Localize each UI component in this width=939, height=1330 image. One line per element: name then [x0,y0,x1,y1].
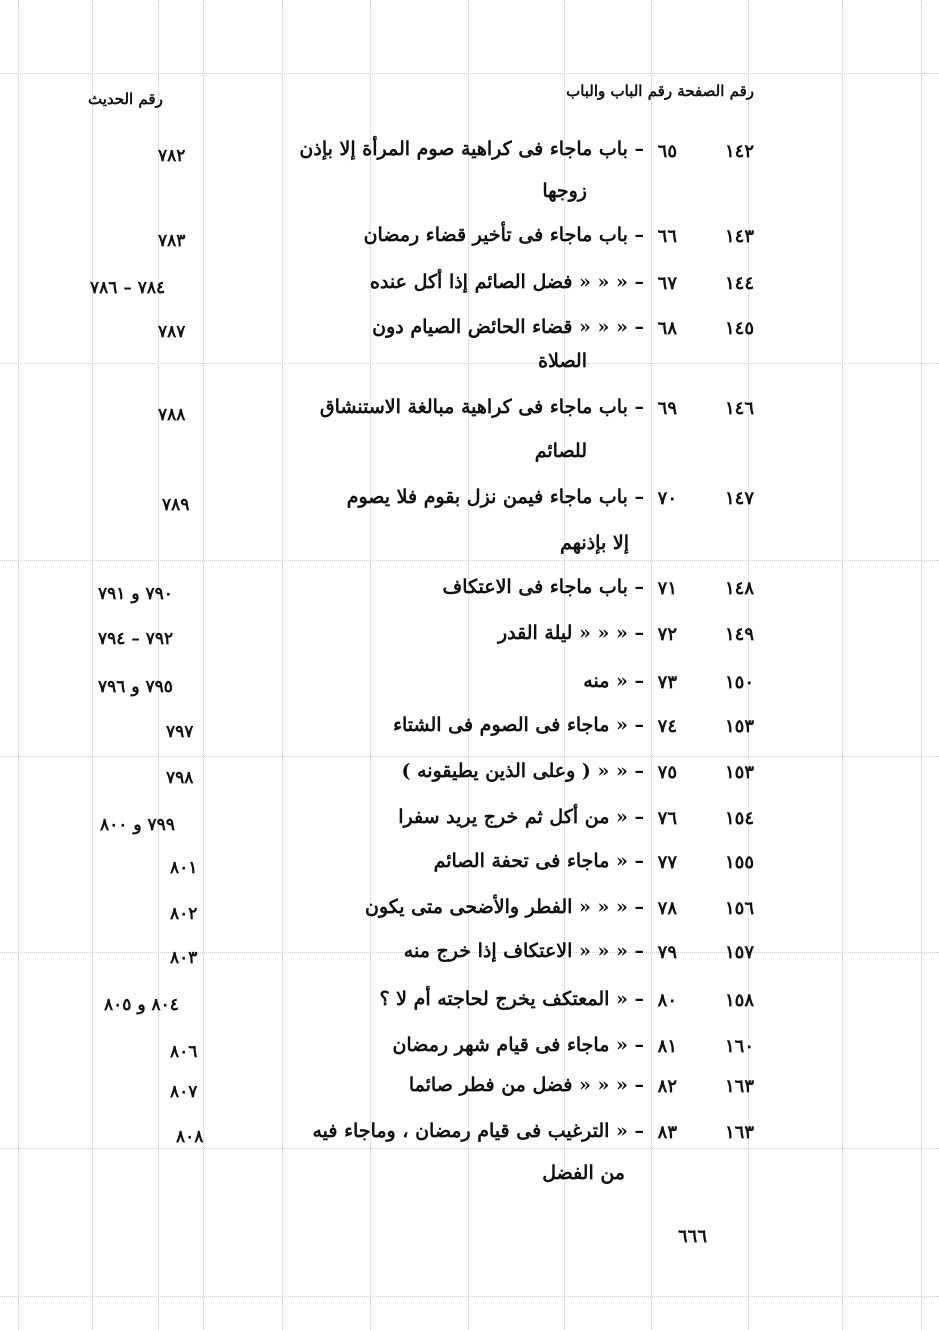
bab-number-cell: ٨٣ [657,1122,677,1143]
hadith-ref: ٧٩٩ و ٨٠٠ [100,815,175,835]
bab-title: – « ماجاء فى الصوم فى الشتاء [393,714,644,736]
hadith-ref: ٨٠٢ [170,904,198,924]
bab-title: – « « « الاعتكاف إذا خرج منه [403,940,644,962]
bab-number-cell: ٧٤ [657,716,677,737]
bab-number-cell: ٧١ [657,578,677,599]
hadith-ref: ٧٨٧ [158,322,186,342]
bab-title: – « المعتكف يخرج لحاجته أم لا ؟ [379,988,644,1010]
hadith-ref: ٧٨٣ [158,231,186,251]
guide-line [18,0,19,1330]
guide-line [0,363,939,364]
guide-line [842,0,843,1330]
bab-title-continuation: من الفضل [542,1162,625,1184]
hadith-ref: ٧٨٤ – ٧٨٦ [90,278,166,298]
hadith-ref: ٧٩٠ و ٧٩١ [98,584,173,604]
page-number-cell: ١٥٣ [724,716,754,737]
bab-title: – « « ( وعلى الذين يطيقونه ) [401,760,644,782]
bab-title: – باب ماجاء فى كراهية صوم المرأة إلا بإذن [299,138,644,160]
page-number-cell: ١٥٣ [724,762,754,783]
page-number-cell: ١٥٧ [724,942,754,963]
bab-number-cell: ٦٨ [657,318,677,339]
guide-line [0,756,939,757]
header-hadith-number-label: رقم الحديث [88,90,163,108]
hadith-ref: ٨٠٣ [170,948,198,968]
bab-number-cell: ٨٠ [657,990,677,1011]
page-number-cell: ١٤٩ [724,624,754,645]
bab-number-cell: ٦٦ [657,226,677,247]
page-number-cell: ١٤٨ [724,578,754,599]
page-number-cell: ١٤٤ [724,273,754,294]
guide-line [921,0,922,1330]
page-number-cell: ١٤٢ [724,141,754,162]
bab-number-cell: ٦٩ [657,398,677,419]
guide-line [158,0,159,1330]
bab-number-cell: ٧٨ [657,898,677,919]
bab-title: – « « « فضل الصائم إذا أكل عنده [370,271,644,293]
bab-title: – « « « قضاء الحائض الصيام دون [372,316,644,338]
bab-title: – باب ماجاء فى كراهية مبالغة الاستنشاق [319,396,644,418]
page-number-cell: ١٥٦ [724,898,754,919]
bab-number-cell: ٧٥ [657,762,677,783]
hadith-ref: ٨٠٧ [170,1082,198,1102]
hadith-ref: ٨٠٤ و ٨٠٥ [104,995,179,1015]
hadith-ref: ٧٨٨ [158,405,186,425]
bab-number-cell: ٦٧ [657,273,677,294]
guide-line [0,560,939,561]
page-number-cell: ١٥٠ [724,672,754,693]
hadith-ref: ٨٠٨ [176,1127,204,1147]
page-number-cell: ١٦٣ [724,1076,754,1097]
hadith-ref: ٧٩٧ [166,722,194,742]
bab-number-cell: ٨١ [657,1036,677,1057]
header-columns-label: رقم الصفحة رقم الباب والباب [566,82,754,100]
page-number-cell: ١٤٣ [724,226,754,247]
bab-number-cell: ٧٦ [657,808,677,829]
hadith-ref: ٧٨٢ [158,146,186,166]
hadith-ref: ٧٩٢ – ٧٩٤ [98,629,174,649]
hadith-ref: ٧٩٥ و ٧٩٦ [98,677,173,697]
bab-title: – باب ماجاء فى تأخير قضاء رمضان [363,224,644,246]
hadith-ref: ٧٨٩ [162,495,190,515]
page-number-cell: ١٤٦ [724,398,754,419]
page-number-cell: ١٤٧ [724,488,754,509]
bab-title-continuation: للصائم [534,440,587,462]
page-number: ٦٦٦ [677,1226,707,1247]
hadith-ref: ٨٠١ [170,858,198,878]
bab-number-cell: ٦٥ [657,141,677,162]
page-number-cell: ١٥٤ [724,808,754,829]
page-number-cell: ١٤٥ [724,318,754,339]
bab-title: – « الترغيب فى قيام رمضان ، وماجاء فيه [312,1120,644,1142]
page-number-cell: ١٥٥ [724,852,754,873]
page-number-cell: ١٦٠ [724,1036,754,1057]
guide-line [282,0,283,1330]
hadith-ref: ٧٩٨ [166,768,194,788]
bab-number-cell: ٨٢ [657,1076,677,1097]
bab-title: – « ماجاء فى قيام شهر رمضان [392,1034,644,1056]
bab-title: – « من أكل ثم خرج يريد سفرا [398,806,644,828]
bab-title: – « « « فضل من فطر صائما [408,1074,644,1096]
bab-title: – باب ماجاء فى الاعتكاف [442,576,644,598]
guide-line [0,73,939,74]
bab-number-cell: ٧٢ [657,624,677,645]
bab-title-continuation: الصلاة [538,350,587,372]
bab-number-cell: ٧٣ [657,672,677,693]
bab-title: – « « « الفطر والأضحى متى يكون [365,896,644,918]
guide-line [0,1148,939,1149]
guide-line [651,0,652,1330]
bab-title: – « منه [583,670,644,692]
bab-title: – « ماجاء فى تحفة الصائم [433,850,644,872]
bab-title-continuation: إلا بإذنهم [560,532,629,554]
hadith-ref: ٨٠٦ [170,1042,198,1062]
page-number-cell: ١٥٨ [724,990,754,1011]
bab-title: – « « « ليلة القدر [497,622,644,644]
page-number-cell: ١٦٣ [724,1122,754,1143]
bab-number-cell: ٧٧ [657,852,677,873]
guide-line [92,0,93,1330]
bab-number-cell: ٧٠ [657,488,677,509]
bab-title-continuation: زوجها [542,180,587,202]
bab-title: – باب ماجاء فيمن نزل بقوم فلا يصوم [346,486,644,508]
bab-number-cell: ٧٩ [657,942,677,963]
guide-line [0,1296,939,1297]
